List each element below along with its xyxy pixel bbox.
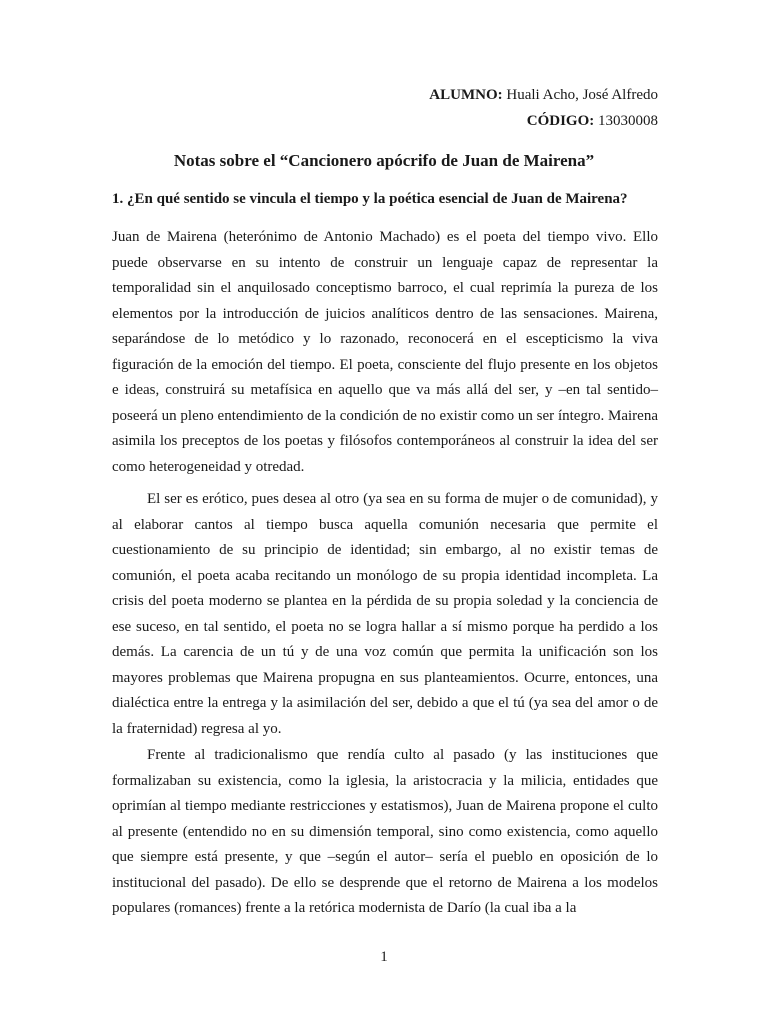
student-label: ALUMNO:: [429, 87, 503, 103]
student-name: Huali Acho, José Alfredo: [502, 87, 658, 103]
paragraph-2: El ser es erótico, pues desea al otro (ya sea en su forma de mujer o de comunidad), y al elaborar cantos al tiempo busca aquella comunión necesaria que permite el cuestionamiento de su principio de identidad; sin embargo, al no existir temas de comunión, el poeta acaba recitando un monólogo de su propia identidad incompleta. La crisis del poeta moderno se plantea en la pérdida de su propia soledad y la conciencia de ese suceso, en tal sentido, el poeta no se logra hallar a sí mismo porque ha perdido a los demás. La carencia de un tú y de una voz común que permita la unificación son los mayores problemas que Mairena propugna en sus planteamientos. Ocurre, entonces, una dialéctica entre la entrega y la asimilación del ser, debido a que el tú (ya sea del amor o de la fraternidad) regresa al yo.: [112, 491, 658, 737]
code-line: [527, 112, 658, 130]
document-title: Notas sobre el “Cancionero apócrifo de Juan de Mairena”: [173, 151, 595, 170]
code-value: 13030008: [594, 113, 658, 129]
code-label: CÓDIGO:: [526, 113, 595, 129]
paragraph-3: Frente al tradicionalismo que rendía culto al pasado (y las instituciones que formalizaban su existencia, como la iglesia, la aristocracia y la milicia, entidades que oprimían al tiempo mediante restricciones y estatismos), Juan de Mairena propone el culto al presente (entendido no en su dimensión temporal, sino como existencia, como aquello que siempre está presente, y que –según el autor– sería el pueblo en oposición de lo institucional del pasado). De ello se desprende que el retorno de Mairena a los modelos populares (romances) frente a la retórica modernista de Darío (la cual iba a la: [112, 747, 658, 916]
question-heading: 1. ¿En qué sentido se vincula el tiempo y la poética esencial de Juan de Mairena?: [112, 191, 628, 207]
paragraph-1: Juan de Mairena (heterónimo de Antonio Machado) es el poeta del tiempo vivo. Ello puede observarse en su intento de construir un lenguaje capaz de representar la temporalidad sin el anquilosado conceptismo barroco, el cual reprimía la pureza de los elementos por la introducción de juicios analíticos dentro de las sensaciones. Mairena, separándose de lo metódico y lo razonado, reconocerá en el escepticismo la viva figuración de la emoción del tiempo. El poeta, consciente del flujo presente en los objetos e ideas, construirá su metafísica en aquello que va más allá del ser, y –en tal sentido– poseerá un pleno entendimiento de la condición de no existir como un ser íntegro. Mairena asimila los preceptos de los poetas y filósofos contemporáneos al construir la idea del ser como heterogeneidad y otredad.: [112, 229, 658, 475]
student-line: [429, 86, 658, 104]
page-number: 1: [380, 949, 388, 965]
